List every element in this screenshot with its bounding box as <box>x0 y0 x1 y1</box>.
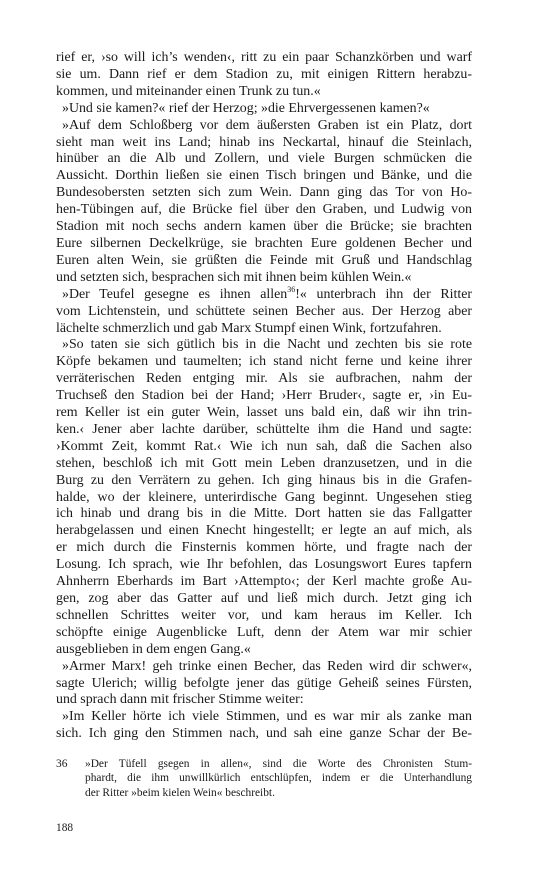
text-line <box>56 388 472 405</box>
text-line <box>56 270 472 287</box>
body-text <box>56 50 472 743</box>
footnote-line: der Ritter »beim kielen Wein« beschreibt. <box>85 786 275 799</box>
text-line-content: hen-Tübingen auf, die Brücke fiel über den Graben, und Ludwig von <box>56 202 472 218</box>
text-line <box>56 405 472 422</box>
text-line <box>56 608 472 625</box>
footnote-number: 36 <box>56 758 68 770</box>
text-line-content: »Im Keller hörte ich viele Stimmen, und es war mir als zanke man <box>62 709 472 725</box>
text-line-content: »Der Teufel gesegne es ihnen allen <box>62 286 288 302</box>
text-line-content: Truchseß den Stadion bei der Hand; ›Herr Bruder‹, sagte er, ›in Eu- <box>56 388 472 404</box>
text-line <box>56 625 472 642</box>
text-line <box>56 185 472 202</box>
text-line <box>56 642 472 659</box>
text-line <box>56 304 472 321</box>
text-line-content: vom Lichtenstein, und schüttete seinen Becher aus. Der Herzog aber <box>56 303 472 319</box>
text-line-content: und sprach dann mit frischer Stimme weiter: <box>56 692 304 708</box>
text-line-content: sich. Ich ging den Stimmen nach, und sah eine ganze Schar der Be- <box>56 726 472 742</box>
text-line-content: stehen, beschloß ich mit Gott mein Leben dranzusetzen, und in die <box>56 455 472 471</box>
text-line-content: Ahnherrn Eberhards im Bart ›Attempto‹; der Kerl machte große Au- <box>56 574 472 590</box>
text-line <box>56 709 472 726</box>
text-line-content: halde, wo der kleinere, unterirdische Gang beginnt. Ungesehen stieg <box>56 489 472 505</box>
page-number: 188 <box>56 822 74 834</box>
footnote-text <box>85 757 472 800</box>
text-line-content: sagte Ulerich; willig befolgte jener das gütige Geheiß seines Fürsten, <box>56 675 472 691</box>
text-line <box>56 490 472 507</box>
text-line <box>56 659 472 676</box>
text-line <box>56 439 472 456</box>
text-line <box>56 456 472 473</box>
text-line-content: Köpfe bekamen und taumelten; ich stand nicht ferne und keine ihrer <box>56 354 472 370</box>
text-line-content: ich hinab und drang bis in die Mitte. Dort hatten sie das Fallgatter <box>56 506 472 522</box>
footnote-line: »Der Tüfell gsegen in allen«, sind die Worte des Chronisten Stum- <box>85 758 472 770</box>
text-line <box>56 253 472 270</box>
text-line-content: Burg zu den Verrätern zu gehen. Ich ging hinaus bis in die Grafen- <box>56 472 472 488</box>
text-line-content: Bundesobersten setzten sich zum Wein. Dann ging das Tor von Ho- <box>56 185 472 201</box>
text-line-content: rem Keller ist ein guter Wein, lasset uns bald ein, daß wir ihn trin- <box>56 405 472 421</box>
text-line <box>56 284 472 304</box>
text-line <box>56 337 472 354</box>
text-line-content: schnellen Schrittes weiter vor, und kam heraus im Keller. Ich <box>56 607 472 623</box>
text-line <box>56 676 472 693</box>
text-line <box>56 67 472 84</box>
text-line-content: Eure silbernen Deckelkrüge, sie brachten Eure goldenen Becher und <box>56 235 472 251</box>
text-line <box>56 202 472 219</box>
text-line <box>56 557 472 574</box>
text-line-content: herabgelassen und einen Knecht hingestellt; er legte an auf mich, als <box>56 523 472 539</box>
text-line-content: sie um. Dann rief er dem Stadion zu, mit einigen Rittern herabzu- <box>56 66 472 82</box>
text-line <box>56 354 472 371</box>
text-line-content: »Armer Marx! geh trinke einen Becher, das Reden wird dir schwer«, <box>62 658 472 674</box>
text-line <box>56 574 472 591</box>
text-line <box>56 151 472 168</box>
text-line-content: und setzten sich, besprachen sich mit ihnen beim kühlen Wein.« <box>56 269 412 285</box>
text-line-content: »So taten sie sich gütlich bis in die Nacht und zechten bis sie rote <box>62 337 472 353</box>
text-line <box>56 523 472 540</box>
text-line <box>56 591 472 608</box>
text-line <box>56 135 472 152</box>
text-line-content: »Und sie kamen?« rief der Herzog; »die Ehrvergessenen kamen?« <box>62 100 430 116</box>
text-line <box>56 540 472 557</box>
text-line <box>56 101 472 118</box>
text-line-content: Losung. Ich sprach, wie Ihr befohlen, das Losungswort Eures tapfern <box>56 557 472 573</box>
text-line-content: schöpfte einige Augenblicke Luft, denn der Atem war mir schier <box>56 624 472 640</box>
text-line-content: lächelte schmerzlich und gab Marx Stumpf einen Wink, fortzufahren. <box>56 320 442 336</box>
text-line-content: verräterischen Reden entging mir. Als sie aufbrachen, nahm der <box>56 371 472 387</box>
text-line-content: ken.‹ Jener aber lachte darüber, schüttelte ihm die Hand und sagte: <box>56 421 472 437</box>
text-line <box>56 118 472 135</box>
text-line-content: Aussicht. Dorthin ließen sie einen Tisch bringen und Bänke, und die <box>56 168 472 184</box>
text-line <box>56 371 472 388</box>
footnote-line: phardt, die ihm unwillkürlich entschlüpfen, indem er die Unterhandlung <box>85 772 472 785</box>
text-line <box>56 473 472 490</box>
text-line-content: gen, zog aber das Gatter auf und ließ mich durch. Jetzt ging ich <box>56 591 472 606</box>
text-line-content: »Auf dem Schloßberg vor dem äußersten Graben ist ein Platz, dort <box>62 117 472 133</box>
text-line-content: er mich durch die Finsternis kommen hörte, und fragte nach der <box>56 540 472 556</box>
text-line <box>56 506 472 523</box>
text-line-content: rief er, ›so will ich’s wenden‹, ritt zu ein paar Schanzkörben und warf <box>56 50 472 65</box>
text-line <box>56 219 472 236</box>
text-line <box>56 726 472 743</box>
text-line <box>56 50 472 67</box>
text-line <box>56 422 472 439</box>
text-line-content: ›Kommt Zeit, kommt Rat.‹ Wie ich nun sah, daß die Sachen also <box>56 438 472 454</box>
text-line-content: hinüber an die Alb und Zollern, und viele Burgen schmücken die <box>56 151 472 167</box>
text-line <box>56 692 472 709</box>
text-line <box>56 321 472 338</box>
text-line-content: !« unterbrach ihn der Ritter <box>295 286 472 302</box>
footnote-reference: 36 <box>287 284 296 294</box>
text-line-content: Stadion mit noch sechs andern kamen über die Brücke; sie brachten <box>56 219 472 235</box>
text-line-content: ausgeblieben in dem engen Gang.« <box>56 641 251 657</box>
text-line-content: kommen, und miteinander einen Trunk zu tun.« <box>56 83 321 99</box>
text-line <box>56 236 472 253</box>
text-line-content: Euren alten Wein, sie grüßten die Feinde mit Gruß und Handschlag <box>56 252 472 268</box>
text-line <box>56 84 472 101</box>
text-line-content: sieht man weit ins Land; hinab ins Neckartal, hinauf die Steinlach, <box>56 134 472 150</box>
text-line <box>56 168 472 185</box>
